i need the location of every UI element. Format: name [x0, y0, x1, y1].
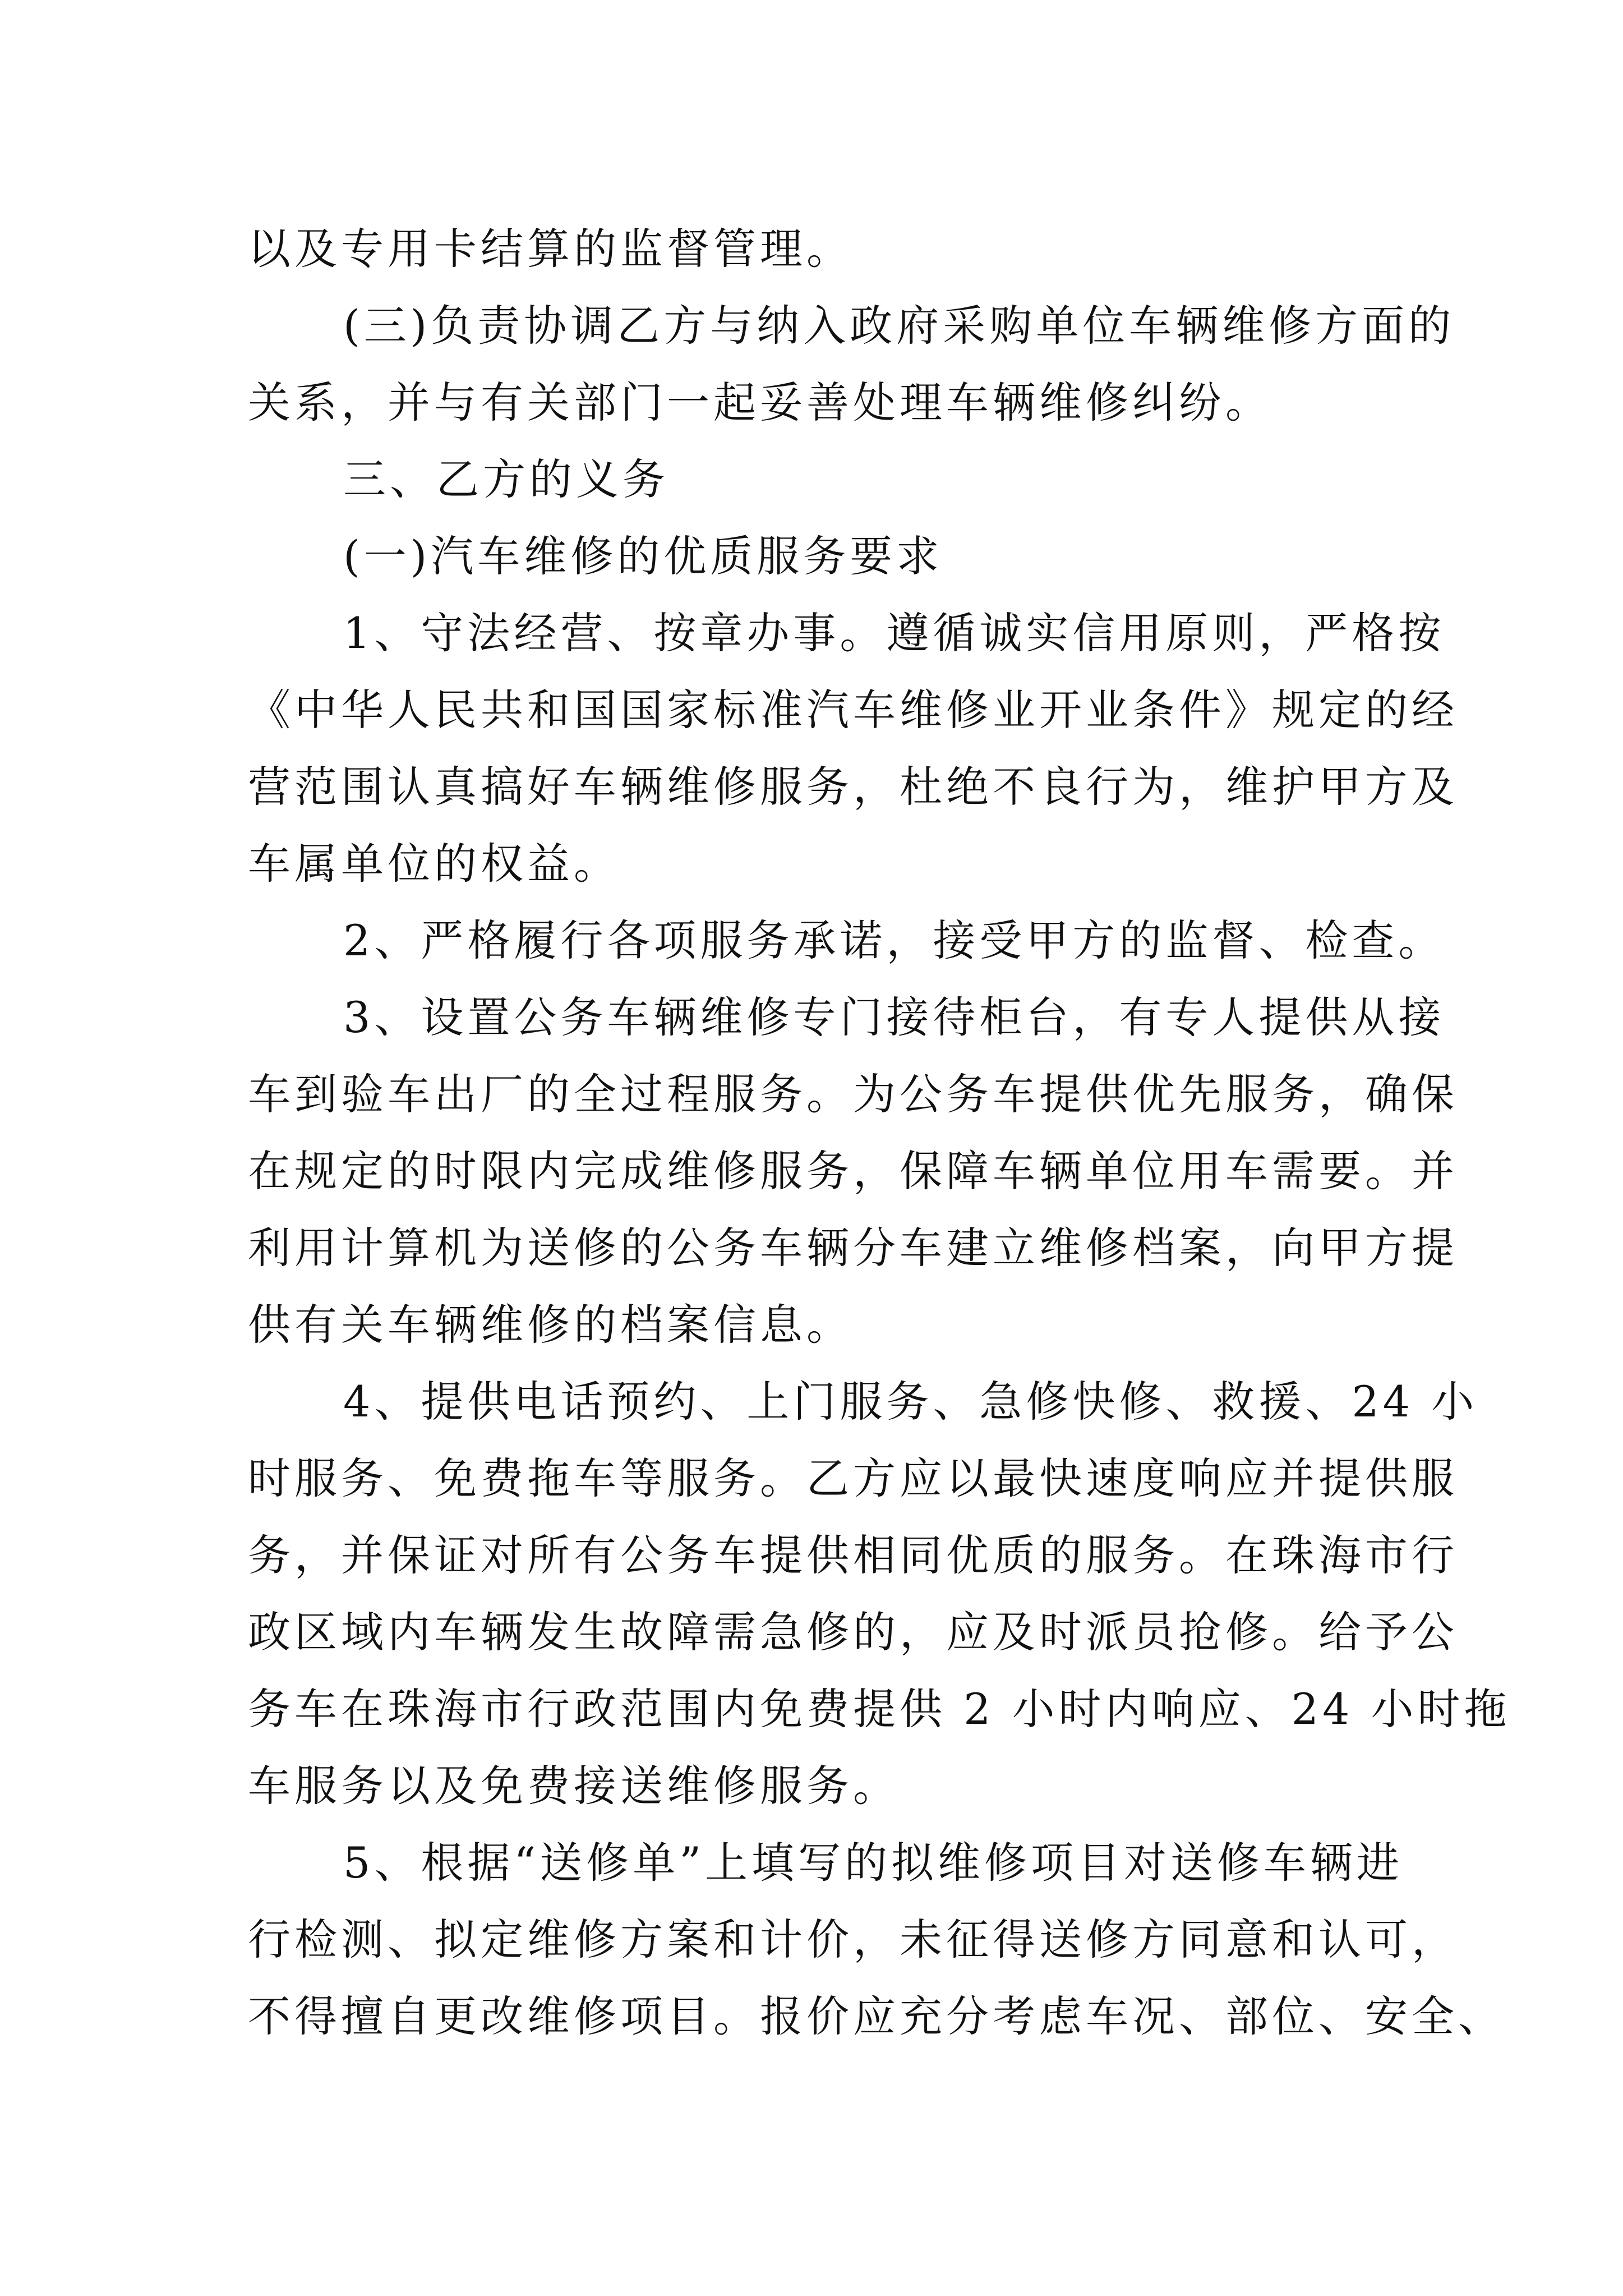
text-line: 车属单位的权益。	[248, 839, 620, 889]
text-line: 不得擅自更改维修项目。报价应充分考虑车况、部位、安全、	[248, 1991, 1505, 2041]
text-line: 时服务、免费拖车等服务。乙方应以最快速度响应并提供服	[248, 1453, 1458, 1503]
text-line: 车到验车出厂的全过程服务。为公务车提供优先服务，确保	[248, 1069, 1458, 1119]
text-line: 供有关车辆维修的档案信息。	[248, 1300, 853, 1350]
text-line: 1、守法经营、按章办事。遵循诚实信用原则，严格按	[343, 608, 1445, 658]
text-line: 政区域内车辆发生故障需急修的，应及时派员抢修。给予公	[248, 1607, 1458, 1657]
subsection-heading: (一)汽车维修的优质服务要求	[343, 531, 943, 581]
text-line: 务车在珠海市行政范围内免费提供 2 小时内响应、24 小时拖	[248, 1684, 1511, 1734]
text-line: 利用计算机为送修的公务车辆分车建立维修档案，向甲方提	[248, 1223, 1458, 1273]
text-line: 《中华人民共和国国家标准汽车维修业开业条件》规定的经	[248, 685, 1458, 735]
text-line: (三)负责协调乙方与纳入政府采购单位车辆维修方面的	[343, 301, 1455, 351]
text-line: 以及专用卡结算的监督管理。	[248, 224, 853, 274]
text-line: 车服务以及免费接送维修服务。	[248, 1761, 900, 1811]
text-line: 在规定的时限内完成维修服务，保障车辆单位用车需要。并	[248, 1146, 1458, 1196]
section-heading: 三、乙方的义务	[343, 454, 669, 504]
text-line: 4、提供电话预约、上门服务、急修快修、救援、24 小	[343, 1377, 1478, 1427]
text-line: 务，并保证对所有公务车提供相同优质的服务。在珠海市行	[248, 1530, 1458, 1580]
text-line: 营范围认真搞好车辆维修服务，杜绝不良行为，维护甲方及	[248, 762, 1458, 812]
text-line: 行检测、拟定维修方案和计价，未征得送修方同意和认可，	[248, 1915, 1458, 1964]
text-line: 2、严格履行各项服务承诺，接受甲方的监督、检查。	[343, 915, 1445, 965]
text-line: 5、根据“送修单”上填写的拟维修项目对送修车辆进	[343, 1838, 1404, 1888]
document-body	[248, 210, 1511, 2055]
text-line: 关系，并与有关部门一起妥善处理车辆维修纠纷。	[248, 378, 1272, 427]
text-line: 3、设置公务车辆维修专门接待柜台，有专人提供从接	[343, 992, 1445, 1042]
